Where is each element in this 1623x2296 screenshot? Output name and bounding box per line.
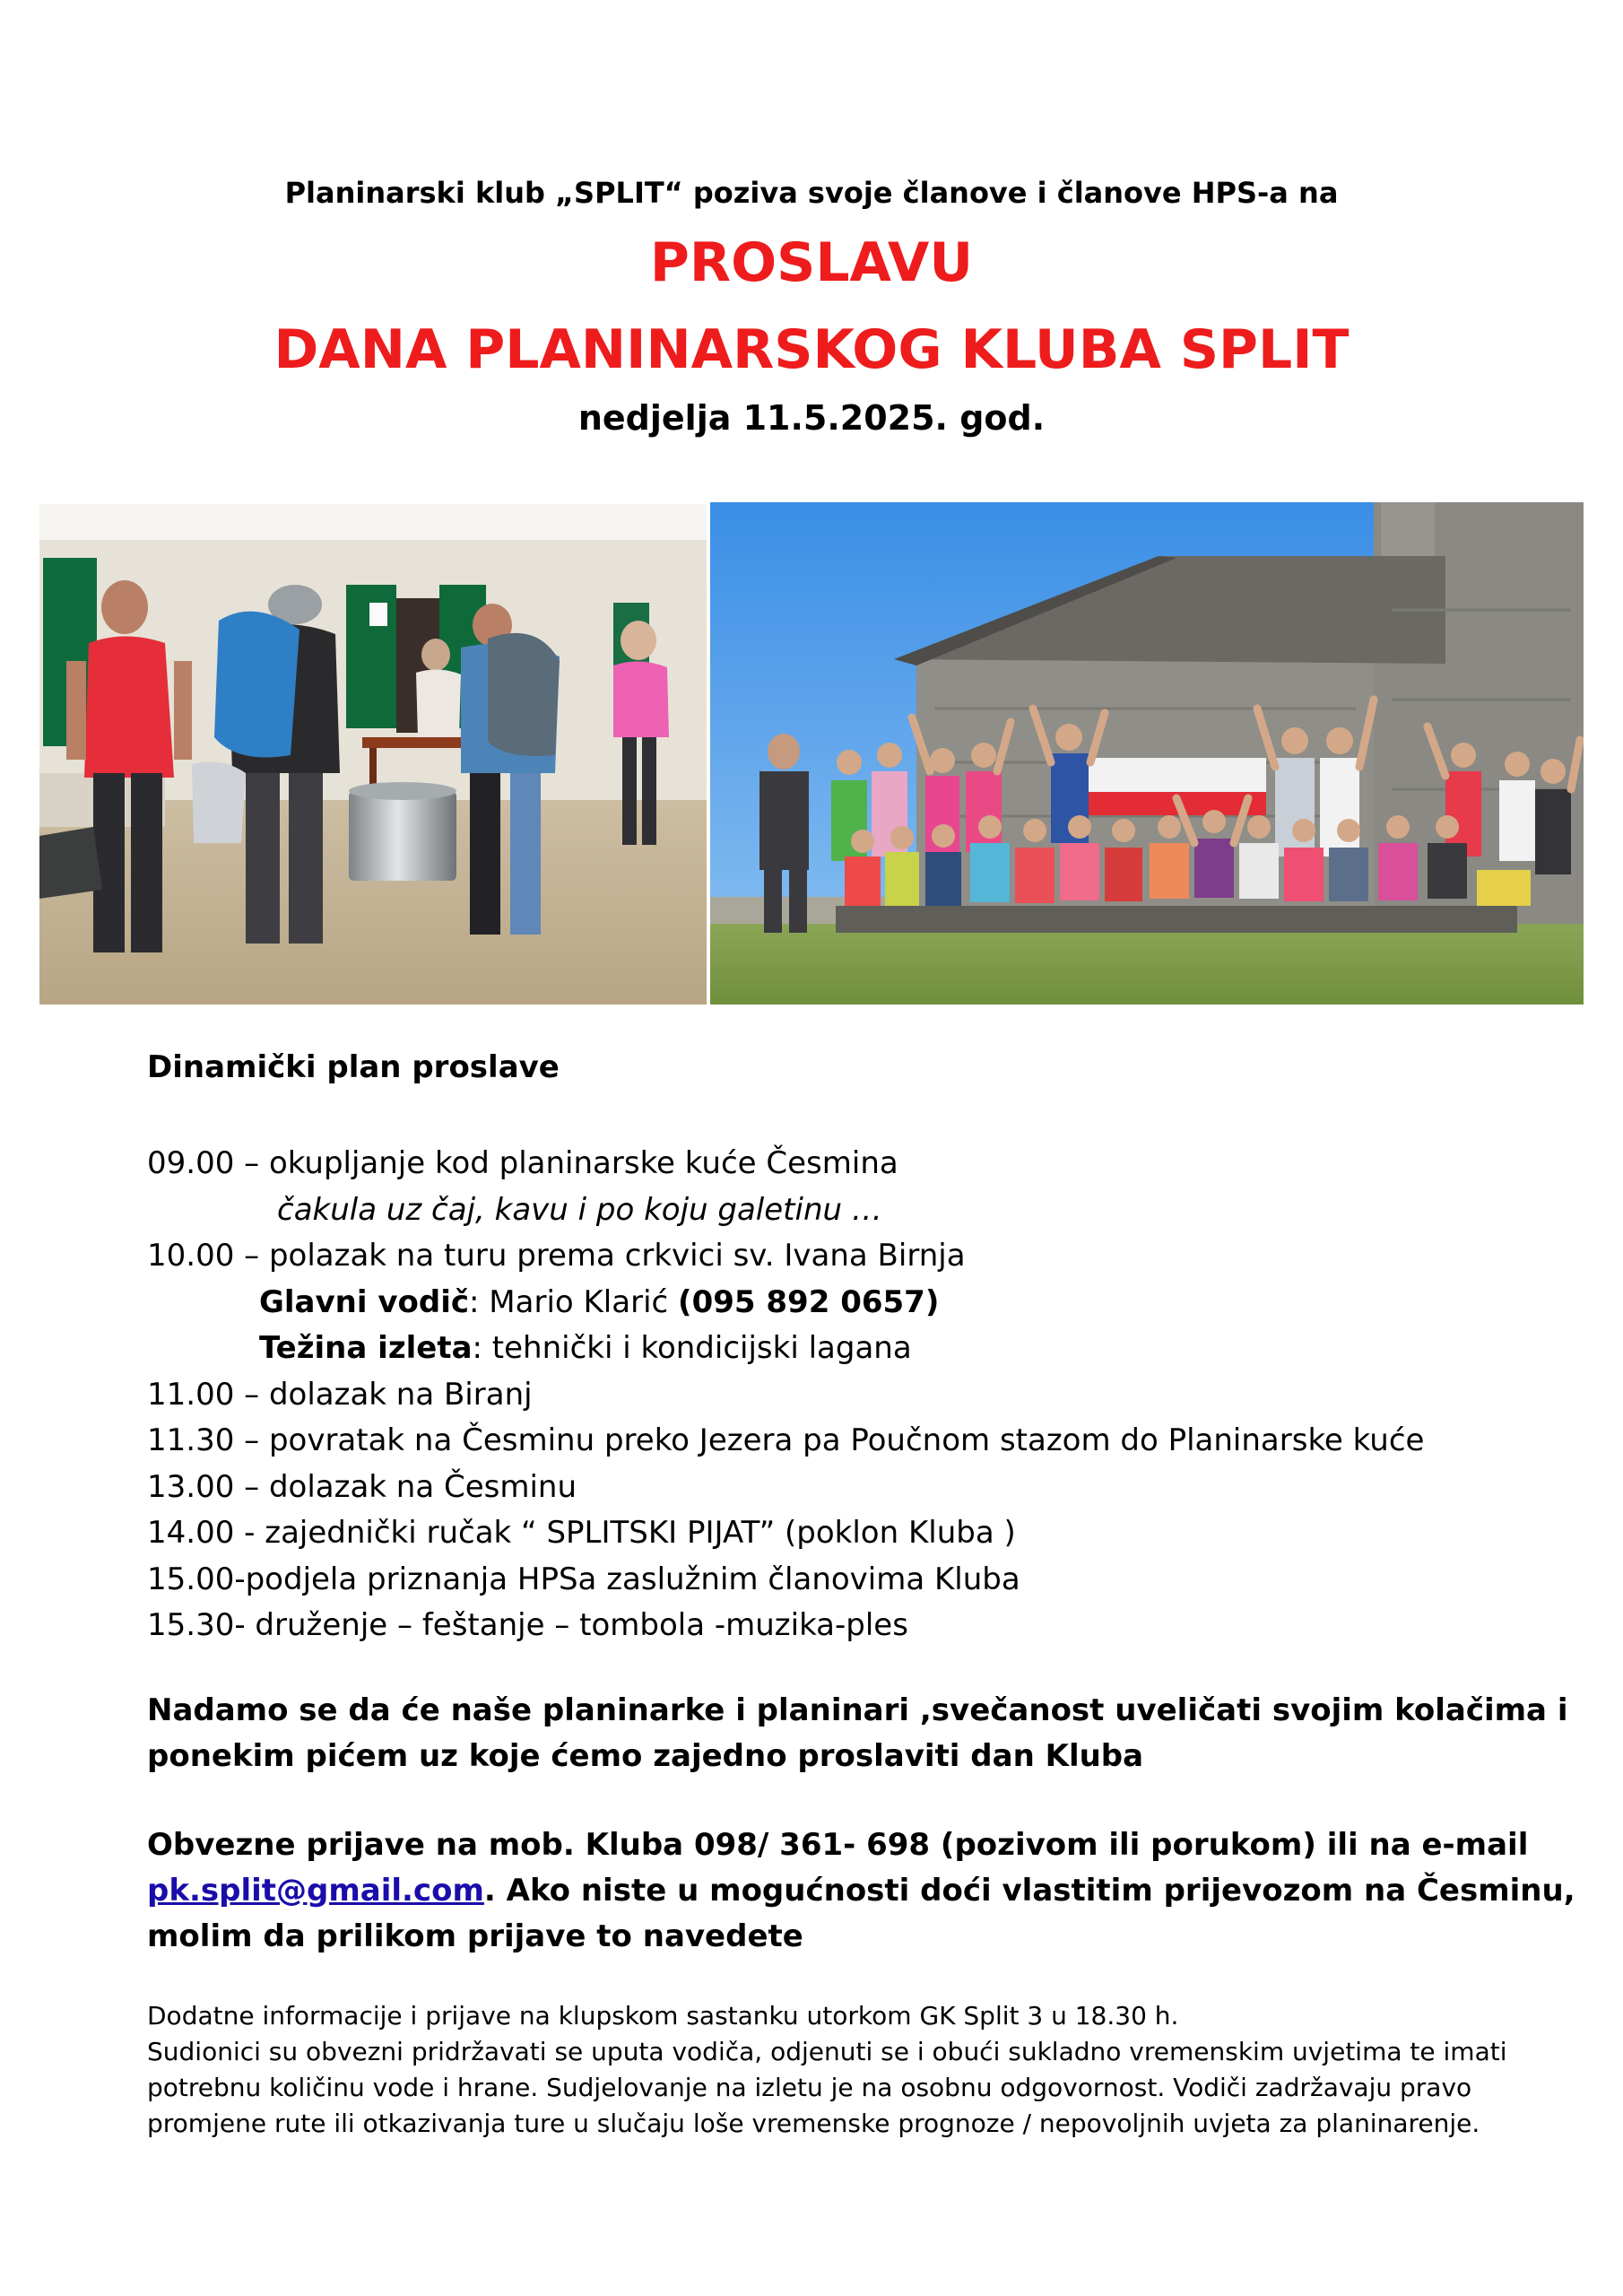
signup-line-3: molim da prilikom prijave to navedete [147,1918,803,1954]
difficulty-line [147,1326,1582,1372]
schedule-list [147,1141,1582,1649]
info-line-1: Dodatne informacije i prijave na klupskom sastanku utorkom GK Split 3 u 18.30 h. [147,2001,1179,2031]
guide-phone: (095 892 0657) [678,1283,940,1320]
plan-heading: Dinamički plan proslave [147,1049,560,1085]
info-paragraph [147,1998,1582,2142]
guide-line [147,1280,1582,1326]
guide-label: Glavni vodič [259,1283,470,1320]
schedule-item: 11.30 – povratak na Česminu preko Jezera pa Poučnom stazom do Planinarske kuće [147,1422,1425,1458]
event-date: nedjelja 11.5.2025. god. [577,398,1046,438]
group-at-chapel-photo [710,502,1584,1004]
schedule-item: 10.00 – polazak na turu prema crkvici sv. Ivana Birnja [147,1238,966,1274]
signup-line-1: Obvezne prijave na mob. Kluba 098/ 361- 698 (pozivom ili porukom) ili na e-mail [147,1827,1529,1863]
hikers-carrying-pot-photo [39,504,707,1004]
schedule-item: 15.00-podjela priznanja HPSa zaslužnim članovima Kluba [147,1561,1020,1597]
difficulty-value: : tehnički i kondicijski lagana [472,1330,912,1366]
schedule-item: 15.30- druženje – feštanje – tombola -muzika-ples [147,1607,908,1643]
signup-paragraph [147,1822,1582,1960]
intro-line: Planinarski klub „SPLIT“ poziva svoje članove i članove HPS-a na [284,176,1339,210]
difficulty-label: Težina izleta [259,1330,473,1366]
celebration-note: Nadamo se da će naše planinarke i planinari ,svečanost uveličati svojim kolačima i ponekim pićem uz koje ćemo zajedno proslaviti dan Kluba [147,1692,1568,1774]
title-line-2: DANA PLANINARSKOG KLUBA SPLIT [273,318,1350,381]
guide-name: : Mario Klarić [469,1283,679,1320]
schedule-item: 13.00 – dolazak na Česminu [147,1468,577,1505]
signup-line-2: . Ako niste u mogućnosti doći vlastitim prijevozom na Česminu, [483,1873,1575,1909]
schedule-item: 14.00 - zajednički ručak “ SPLITSKI PIJAT” (poklon Kluba ) [147,1515,1016,1551]
schedule-item-note: čakula uz čaj, kavu i po koju galetinu … [277,1191,882,1228]
schedule-item: 09.00 – okupljanje kod planinarske kuće Česmina [147,1145,898,1181]
schedule-item: 11.00 – dolazak na Biranj [147,1376,533,1413]
email-link[interactable]: pk.split@gmail.com [147,1873,484,1909]
info-rules: Sudionici su obvezni pridržavati se uputa vodiča, odjenuti se i obući sukladno vremenskim uvjetima te imati potrebnu količinu vode i hrane. Sudjelovanje na izletu je na osobnu odgovornost. Vodiči zadržavaju pravo promjene rute ili otkazivanja ture u slučaju loše vremenske prognoze / nepovoljnih uvjeta za planinarenje. [147,2037,1507,2138]
title-line-1: PROSLAVU [649,231,974,294]
